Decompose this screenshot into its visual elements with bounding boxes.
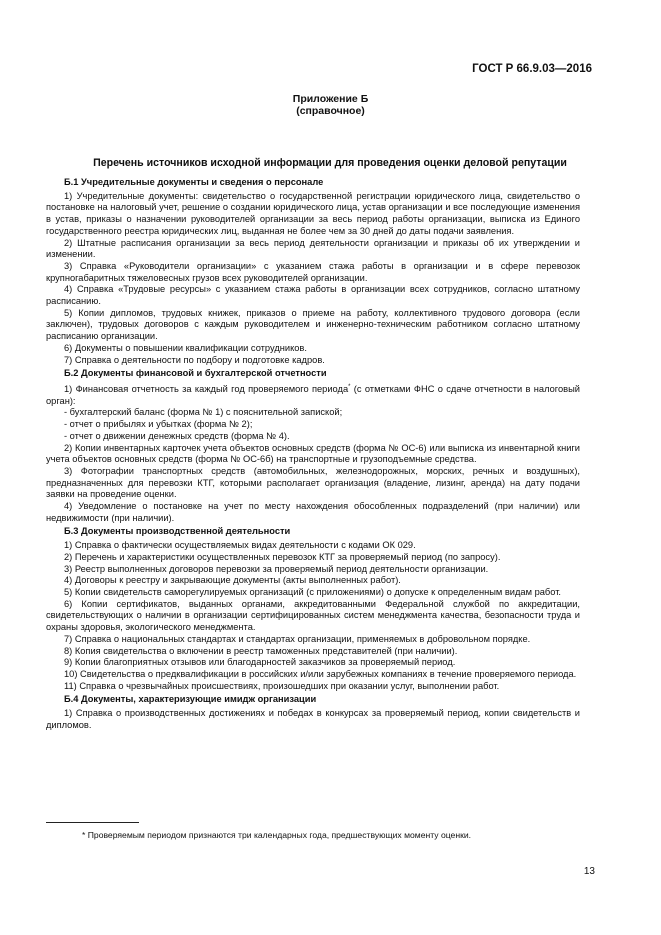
paragraph: 6) Копии сертификатов, выданных органами, аккредитованными Федеральной службой по аккредитации, свидетельствующих о наличии в организации сертифицированных систем менеджмента качества, безопасности труда и охраны здоровья, экологического менеджмента.	[46, 598, 580, 633]
paragraph: 2) Копии инвентарных карточек учета объектов основных средств (форма № ОС-6) или выписка из инвентарной книги учета объектов основных средств (форма № ОС-6б) на транспортные и грузоподъемные средства.	[46, 442, 580, 465]
appendix-subtitle: (справочное)	[296, 105, 365, 117]
document-title: Перечень источников исходной информации для проведения оценки деловой репутации	[93, 157, 567, 169]
paragraph-text: 1) Финансовая отчетность за каждый год проверяемого периода	[64, 384, 349, 395]
paragraph: 3) Справка «Руководители организации» с указанием стажа работы в организации и в сфере перевозок крупногабаритных тяжеловесных грузов всех руководителей организации.	[46, 260, 580, 283]
appendix-title: Приложение Б	[292, 93, 369, 105]
paragraph: 10) Свидетельства о предквалификации в российских и/или зарубежных компаниях в течение проверяемого периода.	[64, 668, 577, 679]
paragraph: 1) Справка о производственных достижениях и победах в конкурсах за проверяемый период, копии свидетельств и дипломов.	[46, 708, 580, 730]
paragraph-text: (с отметками ФНС о сдаче отчетности в налоговый орган):	[46, 384, 580, 406]
section-heading-b1: Б.1 Учредительные документы и сведения о персонале	[64, 177, 324, 187]
footnote-marker: *	[348, 383, 351, 390]
paragraph: 8) Копия свидетельства о включении в реестр таможенных представителей (при наличии).	[64, 645, 458, 656]
section-heading-b4: Б.4 Документы, характеризующие имидж организации	[64, 694, 317, 705]
footnote-divider	[46, 822, 139, 823]
paragraph: 4) Уведомление о постановке на учет по месту нахождения обособленных подразделений (при наличии) или недвижимости (при наличии).	[46, 501, 580, 523]
paragraph: 7) Справка о деятельности по подбору и подготовке кадров.	[64, 354, 325, 365]
paragraph: 2) Перечень и характеристики осуществленных перевозок КТГ за проверяемый период (по запросу).	[64, 551, 501, 562]
paragraph: 9) Копии благоприятных отзывов или благодарностей заказчиков за проверяемый период.	[64, 657, 456, 668]
paragraph: 4) Договоры к реестру и закрывающие документы (акты выполненных работ).	[64, 575, 401, 586]
footnote: * Проверяемым периодом признаются три календарных года, предшествующих моменту оценки.	[82, 830, 472, 840]
paragraph: 5) Копии свидетельств саморегулируемых организаций (с приложениями) о допуске к определенным видам работ.	[64, 587, 562, 597]
paragraph: 3) Реестр выполненных договоров перевозки за проверяемый период деятельности организации.	[64, 563, 489, 574]
paragraph: 1) Учредительные документы: свидетельство о государственной регистрации юридического лица, свидетельство о постановке на налоговый учет, решение о создании юридического лица, устав организации и все последующие изменения в устав, приказы о назначении руководителей организации за весь период работы организации, выписка из Единого государственного реестра юридических лиц, выданная не более чем за 30 дней до даты подачи заявления.	[46, 190, 580, 236]
list-item: - отчет о движении денежных средств (форма № 4).	[64, 430, 290, 441]
paragraph: 5) Копии дипломов, трудовых книжек, приказов о приеме на работу, коллективного трудового договора (если заключен), трудовых договоров с каждым руководителем и инженерно-техническим работником согласно штатному расписанию организации.	[46, 307, 580, 342]
paragraph: 4) Справка «Трудовые ресурсы» с указанием стажа работы в организации всех сотрудников, согласно штатному расписанию.	[46, 284, 580, 307]
paragraph: 6) Документы о повышении квалификации сотрудников.	[64, 342, 307, 353]
standard-header: ГОСТ Р 66.9.03—2016	[472, 63, 592, 75]
paragraph	[46, 382, 580, 408]
section-heading-b2: Б.2 Документы финансовой и бухгалтерской отчетности	[64, 368, 327, 379]
page-number: 13	[583, 866, 595, 877]
paragraph: 7) Справка о национальных стандартах и стандартах организации, применяемых в добровольном порядке.	[64, 633, 531, 644]
paragraph: 2) Штатные расписания организации за весь период деятельности организации и приказы об их утверждении и изменении.	[46, 237, 580, 260]
appendix-heading	[0, 93, 661, 117]
paragraph: 3) Фотографии транспортных средств (автомобильных, железнодорожных, морских, речных и воздушных), предназначенных для перевозки КТГ, которыми располагает организация (владение, лизинг, аренда) на дату подачи заявки на проведение оценки.	[46, 465, 580, 500]
document-body	[46, 175, 580, 731]
list-item: - отчет о прибылях и убытках (форма № 2);	[64, 419, 253, 430]
list-item: - бухгалтерский баланс (форма № 1) с пояснительной запиской;	[64, 407, 343, 418]
paragraph: 11) Справка о чрезвычайных происшествиях, произошедших при оказании услуг, выполнении работ.	[64, 680, 500, 691]
paragraph: 1) Справка о фактически осуществляемых видах деятельности с кодами ОК 029.	[64, 540, 416, 551]
section-heading-b3: Б.3 Документы производственной деятельности	[64, 526, 291, 537]
